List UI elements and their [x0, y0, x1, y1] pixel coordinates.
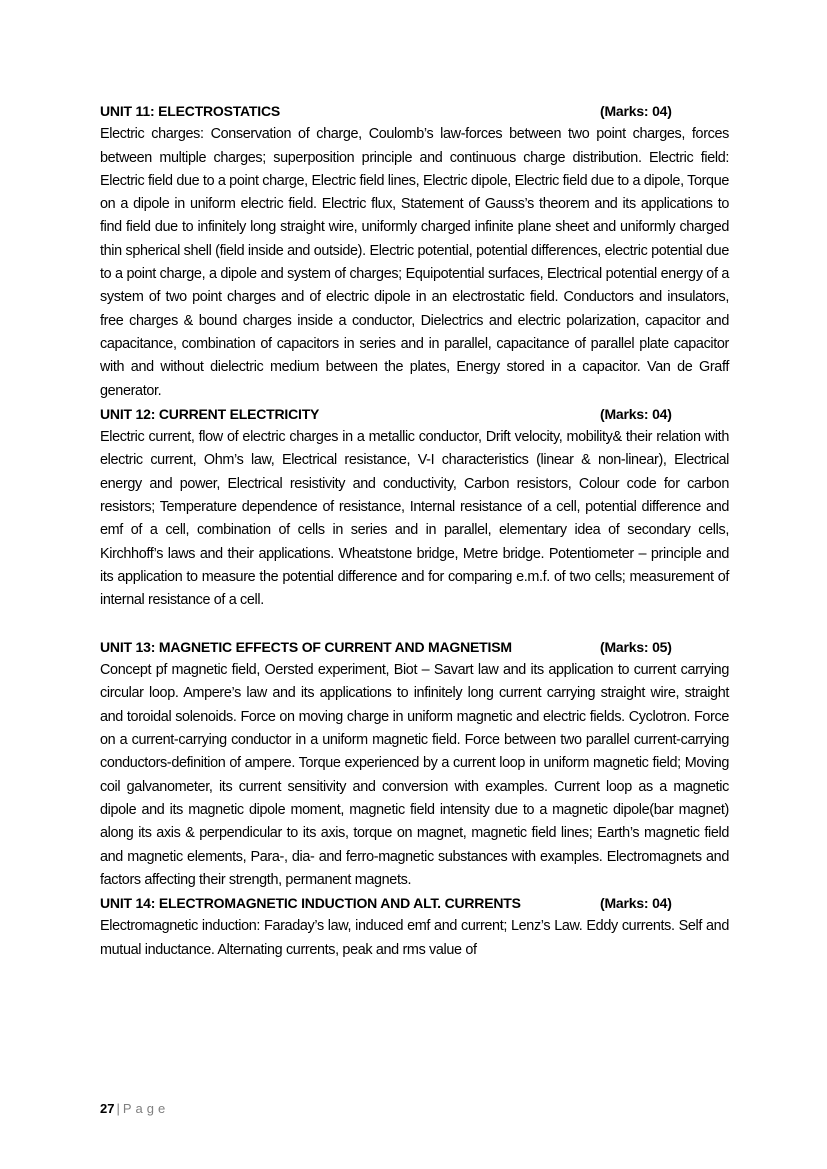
unit-section [100, 403, 729, 613]
unit-title: UNIT 12: CURRENT ELECTRICITY [100, 405, 320, 422]
footer-separator: | [116, 1101, 120, 1116]
unit-body: Electric current, flow of electric charges in a metallic conductor, Drift velocity, mobility& their relation with electric current, Ohm’s law, Electrical resistance, V-I characteristics (linear & non-linear), Electrical energy and power, Electrical resistivity and conductivity, Carbon resistors, Colour code for carbon resistors; Temperature dependence of resistance, Internal resistance of a cell, potential difference and emf of a cell, combination of cells in series and in parallel, elementary idea of secondary cells, Kirchhoff’s laws and their applications. Wheatstone bridge, Metre bridge. Potentiometer – principle and its application to measure the potential difference and for comparing e.m.f. of two cells; measurement of internal resistance of a cell. [100, 429, 729, 609]
unit-section [100, 892, 729, 962]
unit-title: UNIT 11: ELECTROSTATICS [100, 103, 281, 119]
unit-heading [100, 403, 729, 426]
page-footer [100, 1101, 169, 1116]
unit-title: UNIT 13: MAGNETIC EFFECTS OF CURRENT AND MAGNETISM [100, 638, 512, 655]
unit-heading [100, 636, 729, 659]
unit-section [100, 100, 729, 403]
section-spacer [100, 613, 729, 636]
unit-heading [100, 100, 729, 123]
unit-section [100, 636, 729, 892]
page-label: Page [122, 1101, 170, 1116]
page-number: 27 [100, 1101, 115, 1116]
syllabus-page [100, 100, 729, 962]
unit-body: Electromagnetic induction: Faraday’s law, induced emf and current; Lenz’s Law. Eddy currents. Self and mutual inductance. Alternating currents, peak and rms value of [100, 918, 729, 958]
unit-heading [100, 892, 729, 915]
unit-body: Electric charges: Conservation of charge, Coulomb’s law-forces between two point charges, forces between multiple charges; superposition principle and continuous charge distribution. Electric field: Electric field due to a point charge, Electric field lines, Electric dipole, Electric field due to a dipole, Torque on a dipole in uniform electric field. Electric flux, Statement of Gauss’s theorem and its applications to find field due to infinitely long straight wire, uniformly charged infinite plane sheet and uniformly charged thin spherical shell (field inside and outside). Electric potential, potential differences, electric potential due to a point charge, a dipole and system of charges; Equipotential surfaces, Electrical potential energy of a system of two point charges and of electric dipole in an electrostatic field. Conductors and insulators, free charges & bound charges inside a conductor, Dielectrics and electric polarization, capacitor and capacitance, combination of capacitors in series and in parallel, capacitance of parallel plate capacitor with and without dielectric medium between the plates, Energy stored in a capacitor. Van de Graff generator. [100, 126, 730, 399]
unit-body: Concept pf magnetic field, Oersted experiment, Biot – Savart law and its application to current carrying circular loop. Ampere’s law and its applications to infinitely long current carrying straight wire, straight and toroidal solenoids. Force on moving charge in uniform magnetic and electric fields. Cyclotron. Force on a current-carrying conductor in a uniform magnetic field. Force between two parallel current-carrying conductors-definition of ampere. Torque experienced by a current loop in uniform magnetic field; Moving coil galvanometer, its current sensitivity and conversion with examples. Current loop as a magnetic dipole and its magnetic dipole moment, magnetic field intensity due to a magnetic dipole(bar magnet) along its axis & perpendicular to its axis, torque on magnet, magnetic field lines; Earth’s magnetic field and magnetic elements, Para-, dia- and ferro-magnetic substances with examples. Electromagnets and factors affecting their strength, permanent magnets. [100, 662, 729, 888]
unit-marks: (Marks: 04) [600, 405, 672, 422]
unit-title: UNIT 14: ELECTROMAGNETIC INDUCTION AND ALT. CURRENTS [100, 895, 521, 912]
unit-marks: (Marks: 05) [600, 638, 672, 655]
unit-marks: (Marks: 04) [600, 103, 672, 119]
unit-marks: (Marks: 04) [600, 895, 672, 912]
